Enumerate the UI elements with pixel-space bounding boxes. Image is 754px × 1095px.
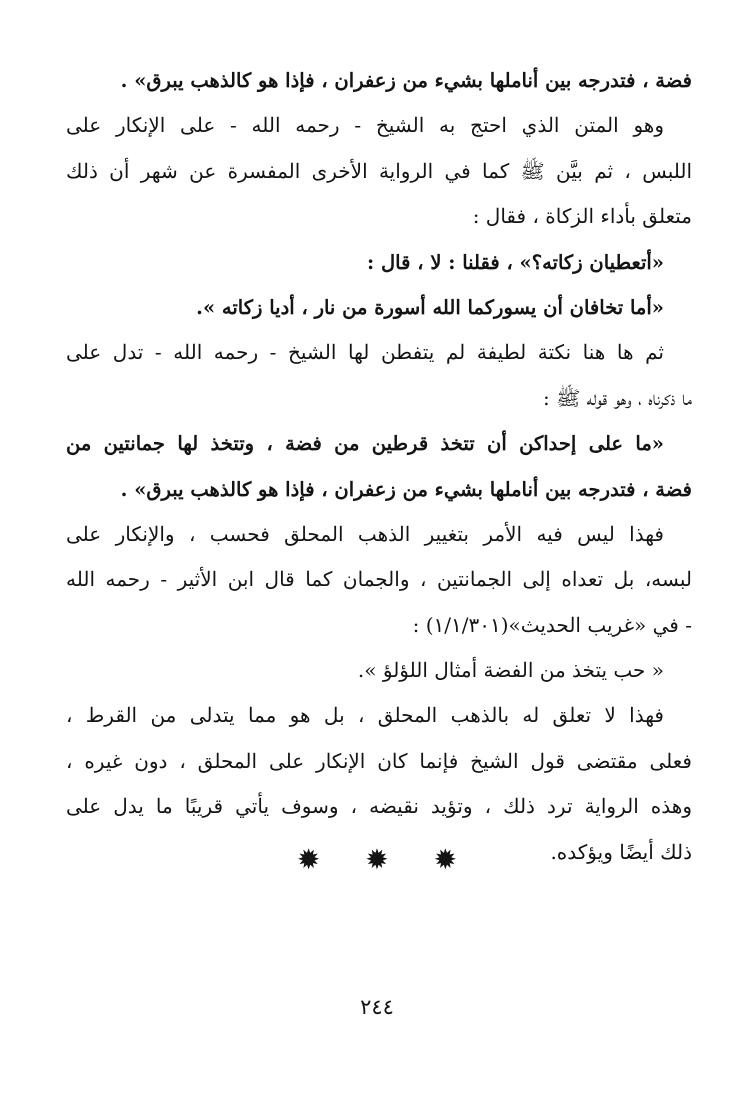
text-line: لبسه، بل تعداه إلى الجمانتين ، والجمان كما قال ابن الأثير - رحمه الله — [66, 567, 692, 592]
text-line: متعلق بأداء الزكاة ، فقال : — [472, 204, 692, 229]
body-text — [66, 58, 692, 875]
text-line: - في «غريب الحديث»(١/١/٣٠١) : — [412, 612, 692, 637]
hadith-line: فضة ، فتدرجه بين أناملها بشيء من زعفران ، فإذا هو كالذهب يبرق» . — [120, 477, 692, 501]
section-divider — [0, 845, 754, 875]
star-ornament-icon: ✹ — [296, 843, 321, 876]
hadith-line: «أما تخافان أن يسوركما الله أسورة من نار ، أديا زكاته ». — [196, 295, 664, 319]
text-line: فضة ، فتدرجه بين أناملها بشيء من زعفران ، فإذا هو كالذهب يبرق» . — [120, 69, 692, 92]
text-line: ذلك أيضًا ويؤكده. — [550, 839, 692, 864]
star-ornament-icon: ✹ — [433, 843, 458, 876]
text-line: ثم ها هنا نكتة لطيفة لم يتفطن لها الشيخ - رحمه الله - تدل على — [66, 340, 664, 365]
text-line: اللبس ، ثم بيَّن ﷺ كما في الرواية الأخرى المفسرة عن شهر أن ذلك — [66, 158, 692, 183]
text-line: فهذا ليس فيه الأمر بتغيير الذهب المحلق فحسب ، والإنكار على — [66, 521, 664, 546]
text-line: فعلى مقتضى قول الشيخ فإنما كان الإنكار على المحلق ، دون غيره ، — [66, 748, 692, 773]
star-ornament-icon: ✹ — [365, 843, 389, 876]
page-number: ٢٤٤ — [360, 995, 394, 1019]
quote-line: « حب يتخذ من الفضة أمثال اللؤلؤ ». — [357, 658, 664, 683]
text-line: فهذا لا تعلق له بالذهب المحلق ، بل هو مما يتدلى من القرط ، — [66, 703, 664, 728]
text-line: وهذه الرواية ترد ذلك ، وتؤيد نقيضه ، وسوف يأتي قريبًا ما يدل على — [66, 794, 692, 819]
text-line: ما ذكرناه ، وهو قوله ﷺ : — [543, 385, 692, 410]
hadith-line: «ما على إحداكن أن تتخذ قرطين من فضة ، وتتخذ لها جمانتين من — [66, 432, 664, 456]
text-line: وهو المتن الذي احتج به الشيخ - رحمه الله - على الإنكار على — [66, 113, 664, 138]
hadith-line: «أتعطيان زكاته؟» ، فقلنا : لا ، قال : — [367, 250, 664, 274]
